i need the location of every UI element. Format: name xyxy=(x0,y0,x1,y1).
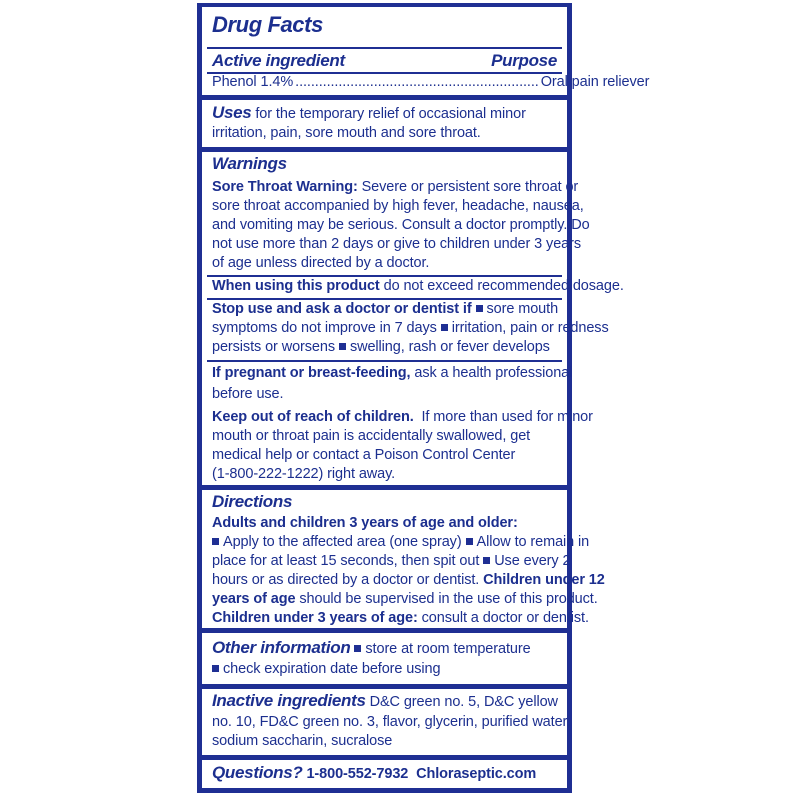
drug-facts-panel xyxy=(197,3,650,793)
active-ingredient-heading: Active ingredient xyxy=(212,51,345,70)
stop-use-item: swelling, rash or fever develops xyxy=(349,339,550,355)
questions-phone: 1-800-552-7932 xyxy=(306,766,409,782)
direction-item: hours or as directed by a doctor or dentist. xyxy=(212,572,480,588)
other-info-heading: Other information xyxy=(212,638,351,657)
inactive-heading: Inactive ingredients xyxy=(212,691,366,710)
other-info-line-1 xyxy=(212,638,557,659)
leader-dots: .............................................................. xyxy=(295,74,539,90)
ingredient-row xyxy=(212,73,650,92)
inactive-line-2: no. 10, FD&C green no. 3, flavor, glycerin, purified water, xyxy=(212,714,571,730)
directions-line-2 xyxy=(212,552,571,571)
directions-line-5 xyxy=(212,609,589,628)
children-3-label: Children under 3 years of age: xyxy=(212,610,418,626)
questions-heading: Questions? xyxy=(212,763,303,782)
direction-item: Allow to remain in xyxy=(476,534,590,550)
pregnant-line-2: before use. xyxy=(212,386,284,402)
pregnant-text: ask a health professional xyxy=(410,365,573,381)
inactive-text: D&C green no. 5, D&C yellow xyxy=(365,694,558,710)
keep-out-line: mouth or throat pain is accidentally swallowed, get xyxy=(212,428,531,444)
other-info-line-2 xyxy=(212,660,557,679)
bullet-square-icon xyxy=(354,645,361,652)
sore-throat-line xyxy=(212,178,579,197)
stop-use-line-2 xyxy=(212,319,609,338)
children-3-text: consult a doctor or dentist. xyxy=(417,610,589,626)
directions-section xyxy=(202,490,605,628)
bullet-square-icon xyxy=(483,557,490,564)
questions-section xyxy=(202,760,567,788)
bullet-square-icon xyxy=(476,305,483,312)
divider xyxy=(207,360,562,362)
sore-throat-label: Sore Throat Warning: xyxy=(212,179,358,195)
direction-item: place for at least 15 seconds, then spit out xyxy=(212,553,480,569)
inactive-line-1 xyxy=(212,691,557,712)
stop-use-item: persists or worsens xyxy=(212,339,335,355)
direction-item: Use every 2 xyxy=(494,553,571,569)
sore-throat-text: Severe or persistent sore throat or xyxy=(357,179,579,195)
directions-line-4 xyxy=(212,590,598,609)
stop-use-item: symptoms do not improve in 7 days xyxy=(212,320,437,336)
inactive-line-3: sodium saccharin, sucralose xyxy=(212,733,393,749)
uses-line-1 xyxy=(212,103,557,124)
when-using-line xyxy=(212,277,624,296)
adults-label xyxy=(212,514,557,533)
stop-use-line-1 xyxy=(212,300,557,319)
warnings-section xyxy=(202,152,624,485)
when-using-text: do not exceed recommended dosage. xyxy=(379,278,624,294)
bullet-square-icon xyxy=(212,665,219,672)
sore-throat-line: of age unless directed by a doctor. xyxy=(212,255,430,271)
header-section xyxy=(202,7,650,95)
keep-out-line: (1-800-222-1222) right away. xyxy=(212,466,396,482)
bullet-square-icon xyxy=(441,324,448,331)
stop-use-line-3 xyxy=(212,338,557,357)
other-info-section xyxy=(202,633,567,684)
when-using-label: When using this product xyxy=(212,278,380,294)
stop-use-label: Stop use and ask a doctor or dentist if xyxy=(212,301,472,317)
other-info-item: store at room temperature xyxy=(365,641,531,657)
other-info-item: check expiration date before using xyxy=(223,661,441,677)
inactive-section xyxy=(202,689,571,755)
children-12-label: years of age xyxy=(212,591,296,607)
pregnant-label: If pregnant or breast-feeding, xyxy=(212,365,411,381)
warnings-heading: Warnings xyxy=(212,154,287,173)
direction-item: Apply to the affected area (one spray) xyxy=(223,534,462,550)
children-12-text: should be supervised in the use of this product. xyxy=(295,591,598,607)
children-12-label: Children under 12 xyxy=(479,572,605,588)
directions-heading: Directions xyxy=(212,492,293,511)
keep-out-line: medical help or contact a Poison Control Center xyxy=(212,447,516,463)
adults-label-text: Adults and children 3 years of age and older: xyxy=(212,515,518,531)
bullet-square-icon xyxy=(339,343,346,350)
keep-out-label: Keep out of reach of children. xyxy=(212,409,414,425)
uses-heading: Uses xyxy=(212,103,252,122)
questions-line xyxy=(212,763,557,784)
bullet-square-icon xyxy=(212,538,219,545)
sore-throat-line: not use more than 2 days or give to children under 3 years xyxy=(212,236,581,252)
directions-line-3 xyxy=(212,571,605,590)
sore-throat-line: and vomiting may be serious. Consult a doctor promptly. Do xyxy=(212,217,590,233)
questions-website: Chloraseptic.com xyxy=(416,766,537,782)
purpose-heading: Purpose xyxy=(491,51,557,70)
drug-facts-title: Drug Facts xyxy=(212,12,323,37)
sore-throat-line: sore throat accompanied by high fever, headache, nausea, xyxy=(212,198,584,214)
stop-use-item: irritation, pain or redness xyxy=(451,320,609,336)
keep-out-line-1 xyxy=(212,408,593,427)
divider xyxy=(207,47,562,49)
keep-out-text: If more than used for minor xyxy=(413,409,593,425)
ingredient-purpose: Oral pain reliever xyxy=(540,74,650,90)
uses-text: for the temporary relief of occasional minor xyxy=(251,106,526,122)
directions-line-1 xyxy=(212,533,590,552)
stop-use-item: sore mouth xyxy=(486,301,559,317)
uses-line-2: irritation, pain, sore mouth and sore throat. xyxy=(212,125,481,141)
bullet-square-icon xyxy=(466,538,473,545)
uses-section xyxy=(202,100,567,147)
active-purpose-header xyxy=(212,51,557,70)
pregnant-line-1 xyxy=(212,364,573,383)
ingredient-name: Phenol 1.4% xyxy=(212,74,294,90)
